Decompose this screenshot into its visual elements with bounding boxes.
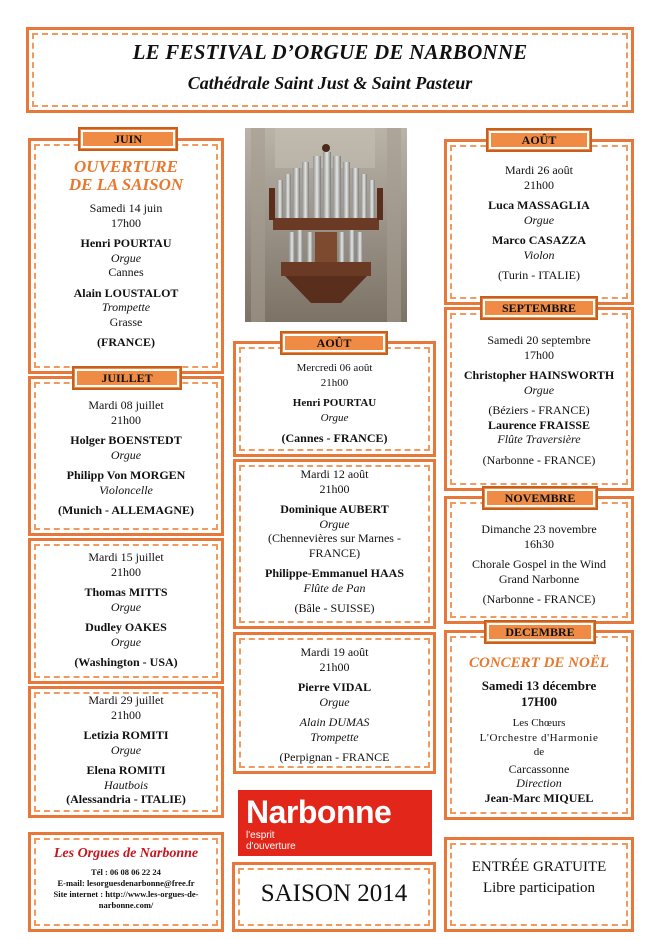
entree-gratuite: ENTRÉE GRATUITE bbox=[471, 859, 607, 875]
concert-time: 17h00 bbox=[111, 215, 141, 230]
concert-place: (Narbonne - FRANCE) bbox=[482, 452, 596, 467]
concert-place: (Bâle - SUISSE) bbox=[294, 601, 375, 615]
tab-septembre: SEPTEMBRE bbox=[480, 296, 598, 320]
contact-block bbox=[34, 846, 218, 911]
ensemble-line: Les Chœurs bbox=[512, 717, 566, 729]
aout-c2-concert bbox=[241, 467, 428, 616]
concert-place: (Munich - ALLEMAGNE) bbox=[57, 503, 194, 517]
concert-time: 17h00 bbox=[524, 347, 554, 362]
concert-country: (FRANCE) bbox=[97, 335, 155, 349]
director-name: Jean-Marc MIQUEL bbox=[484, 790, 594, 805]
decembre-title: CONCERT DE NOËL bbox=[468, 655, 610, 671]
performer-name: Luca MASSAGLIA bbox=[488, 198, 590, 212]
juillet1-concert bbox=[36, 398, 216, 518]
saison-block bbox=[232, 880, 436, 908]
performer-role: Orgue bbox=[110, 742, 142, 757]
performer-name: Thomas MITTS bbox=[84, 585, 168, 599]
performer-role: Orgue bbox=[110, 634, 142, 649]
concert-place: (Washington - USA) bbox=[74, 655, 178, 669]
concert-time: 21h00 bbox=[111, 564, 141, 579]
concert-date: Mardi 15 juillet bbox=[88, 550, 164, 564]
performer-role: Orgue bbox=[110, 447, 142, 462]
concert-place: (Turin - ITALIE) bbox=[498, 268, 580, 282]
performer-role: Hautbois bbox=[103, 777, 148, 792]
decembre-concert bbox=[448, 655, 630, 805]
concert-date: Dimanche 23 novembre bbox=[481, 522, 597, 536]
performer-name: Henri POURTAU bbox=[292, 397, 377, 409]
concert-date: Mercredi 06 août bbox=[296, 362, 373, 374]
performer-name: Dominique AUBERT bbox=[280, 502, 389, 516]
performer-role: Orgue bbox=[319, 694, 350, 709]
performer-name: Alain DUMAS bbox=[299, 715, 370, 729]
narbonne-logo bbox=[238, 790, 432, 856]
juin-title-line2: DE LA SAISON bbox=[68, 175, 184, 194]
organ-photo bbox=[245, 128, 407, 322]
contact-website[interactable]: Site internet : http://www.les-orgues-de- bbox=[53, 889, 199, 899]
performer-role: Orgue bbox=[523, 382, 555, 397]
logo-word: Narbonne bbox=[246, 794, 392, 830]
saison-label: SAISON 2014 bbox=[260, 880, 408, 907]
performer-name: Alain LOUSTALOT bbox=[73, 285, 179, 300]
performer-city: Cannes bbox=[108, 265, 144, 279]
performer-role: Orgue bbox=[523, 212, 555, 227]
contact-email[interactable]: E-mail: lesorguesdenarbonne@free.fr bbox=[57, 878, 195, 888]
concert-date: Mardi 26 août bbox=[505, 163, 573, 177]
logo-tag-line2: d'ouverture bbox=[246, 841, 296, 852]
concert-date: Samedi 20 septembre bbox=[487, 333, 591, 347]
septembre-concert bbox=[448, 333, 630, 467]
tab-decembre: DECEMBRE bbox=[484, 620, 596, 644]
performer-role: Flûte Traversière bbox=[497, 432, 581, 446]
performer-role: Flûte de Pan bbox=[303, 580, 366, 595]
concert-date: Samedi 14 juin bbox=[89, 201, 163, 215]
concert-date: Mardi 29 juillet bbox=[88, 693, 164, 707]
concert-time: 17H00 bbox=[520, 694, 558, 709]
aout-c1-concert bbox=[241, 361, 428, 446]
entree-block bbox=[444, 857, 634, 899]
juin-title-line1: OUVERTURE bbox=[74, 157, 178, 176]
performer-role: Violon bbox=[523, 247, 555, 262]
concert-date: Mardi 19 août bbox=[300, 645, 369, 659]
tab-juin: JUIN bbox=[78, 127, 178, 151]
concert-date: Mardi 08 juillet bbox=[88, 398, 164, 412]
concert-place: (Perpignan - FRANCE bbox=[279, 750, 390, 764]
performer-name: Chorale Gospel in the Wind bbox=[472, 557, 606, 571]
concert-time: 21h00 bbox=[111, 707, 141, 722]
tab-novembre: NOVEMBRE bbox=[482, 486, 598, 510]
performer-role: Trompette bbox=[310, 729, 359, 744]
juillet3-concert bbox=[36, 693, 216, 807]
performer-name: Philipp Von MORGEN bbox=[66, 468, 186, 482]
performer-name: Holger BOENSTEDT bbox=[70, 433, 182, 447]
concert-time: 21h00 bbox=[524, 177, 554, 192]
performer-role: Violoncelle bbox=[99, 482, 153, 497]
concert-place: (Alessandria - ITALIE) bbox=[66, 792, 186, 806]
performer-name: Marco CASAZZA bbox=[491, 233, 587, 247]
performer-role: Trompette bbox=[101, 300, 151, 314]
concert-date: Samedi 13 décembre bbox=[481, 678, 597, 693]
performer-city-cont: FRANCE) bbox=[308, 545, 361, 560]
header-frame bbox=[26, 27, 634, 113]
contact-website-cont[interactable]: narbonne.com/ bbox=[98, 900, 154, 910]
novembre-concert bbox=[448, 522, 630, 607]
performer-name: Elena ROMITI bbox=[86, 763, 166, 777]
ensemble-line: L'Orchestre d'Harmonie bbox=[479, 731, 599, 744]
aout-r-concert bbox=[452, 163, 626, 283]
contact-tel: Tél : 06 08 06 22 24 bbox=[91, 867, 161, 877]
performer-name: Dudley OAKES bbox=[85, 620, 167, 634]
performer-role: Orgue bbox=[110, 250, 142, 265]
performer-city: (Béziers - FRANCE) bbox=[488, 403, 590, 417]
performer-name: Laurence FRAISSE bbox=[487, 417, 591, 432]
concert-time: 16h30 bbox=[524, 536, 554, 551]
concert-date: Mardi 12 août bbox=[300, 467, 369, 481]
performer-role: Orgue bbox=[320, 411, 349, 424]
aout-c3-concert bbox=[241, 645, 428, 765]
performer-role: Orgue bbox=[110, 599, 142, 614]
performer-city: (Chennevières sur Marnes - bbox=[268, 531, 401, 545]
concert-place: (Narbonne - FRANCE) bbox=[482, 592, 596, 606]
performer-name: Henri POURTAU bbox=[80, 236, 172, 250]
tab-aout-center: AOÛT bbox=[280, 331, 388, 355]
performer-name-cont: Grand Narbonne bbox=[498, 571, 580, 586]
concert-time: 21h00 bbox=[111, 412, 141, 427]
tab-aout-right: AOÛT bbox=[486, 128, 592, 152]
ensemble-line: de bbox=[533, 746, 545, 758]
concert-place: (Cannes - FRANCE) bbox=[281, 431, 388, 445]
organ-illustration bbox=[245, 128, 407, 322]
performer-name: Pierre VIDAL bbox=[297, 680, 372, 694]
performer-name: Letizia ROMITI bbox=[83, 728, 169, 742]
logo-tagline bbox=[246, 830, 296, 852]
concert-time: 21h00 bbox=[319, 659, 350, 674]
page-title: LE FESTIVAL D’ORGUE DE NARBONNE bbox=[132, 40, 528, 64]
page-subtitle: Cathédrale Saint Just & Saint Pasteur bbox=[187, 73, 473, 93]
logo-tag-line1: l'esprit bbox=[246, 830, 275, 841]
concert-time: 21h00 bbox=[320, 376, 349, 389]
ensemble-city: Carcassonne bbox=[508, 761, 570, 776]
performer-name: Christopher HAINSWORTH bbox=[463, 368, 615, 382]
tab-juillet: JUILLET bbox=[72, 366, 182, 390]
juin-concert bbox=[36, 158, 216, 350]
performer-city: Grasse bbox=[109, 314, 143, 329]
libre-participation: Libre participation bbox=[482, 880, 596, 896]
contact-title: Les Orgues de Narbonne bbox=[53, 846, 199, 861]
juillet2-concert bbox=[36, 550, 216, 670]
concert-time: 21h00 bbox=[319, 481, 350, 496]
director-label: Direction bbox=[516, 776, 562, 790]
performer-role: Orgue bbox=[319, 516, 350, 531]
performer-name: Philippe-Emmanuel HAAS bbox=[264, 566, 405, 580]
